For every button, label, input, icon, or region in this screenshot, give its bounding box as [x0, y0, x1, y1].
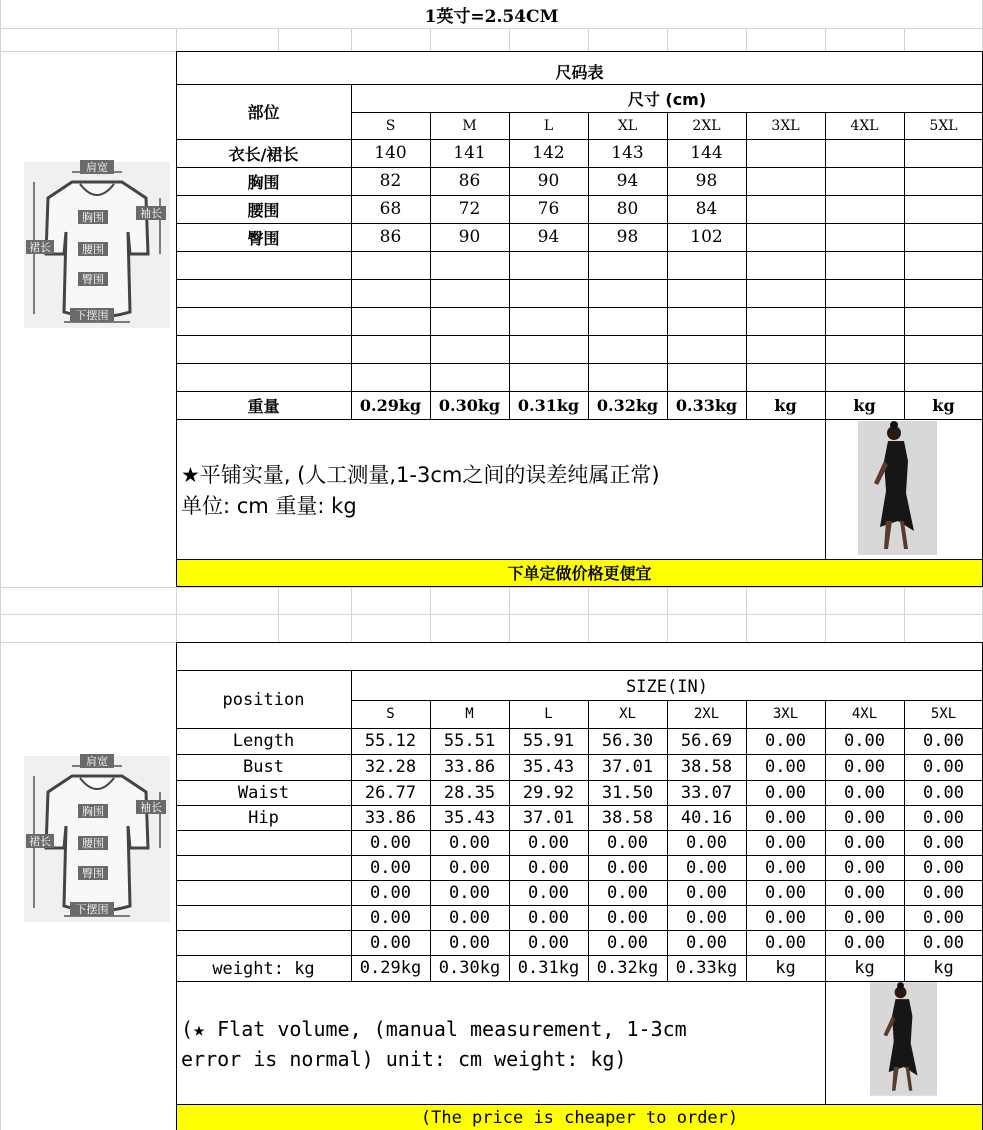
- table-in-cell: 55.91: [522, 731, 575, 751]
- table-in-cell: 0.00: [607, 932, 648, 953]
- table-in-cell: 33.86: [443, 757, 496, 777]
- size-in-header: SIZE(IN): [626, 676, 708, 697]
- weight-in-cell: 0.32kg: [596, 958, 659, 978]
- table-in-cell: 0.00: [370, 857, 411, 878]
- table-cell: 98: [616, 227, 639, 247]
- table-in-cell: 0.00: [844, 857, 885, 878]
- table-in-cell: 0.00: [844, 907, 885, 928]
- grid-line: [0, 587, 983, 588]
- table-cell: [904, 223, 983, 251]
- table-cell: 72: [458, 199, 481, 219]
- table-in-cell: 0.00: [765, 932, 806, 953]
- table-in-cell: 0.00: [528, 882, 569, 903]
- table-in-cell: 37.01: [601, 757, 654, 777]
- table-cell: 90: [458, 227, 481, 247]
- table-border: [176, 335, 983, 336]
- table-in-cell: 38.58: [680, 757, 733, 777]
- row-in-label: Bust: [243, 757, 284, 777]
- table-in-cell: 0.00: [923, 731, 964, 751]
- table-cell: 90: [537, 171, 560, 191]
- weight-cell: kg: [853, 395, 876, 415]
- table-in-cell: 0.00: [844, 882, 885, 903]
- weight-cell: kg: [774, 395, 797, 415]
- size-label-2xl: 2XL: [692, 117, 721, 134]
- table-in-cell: 0.00: [765, 832, 806, 853]
- table-in-cell: 0.00: [607, 882, 648, 903]
- diagram-label: 肩宽: [80, 754, 114, 768]
- table-in-cell: 0.00: [528, 932, 569, 953]
- part-header: 部位: [247, 103, 280, 122]
- table-in-cell: 0.00: [923, 857, 964, 878]
- table-border: [176, 51, 983, 52]
- diagram-label: 下摆围: [70, 308, 114, 322]
- table-in-cell: 0.00: [923, 757, 964, 777]
- table-in-cell: 37.01: [522, 807, 575, 828]
- table-cell: [825, 195, 904, 223]
- diagram-label: 胸围: [78, 804, 108, 818]
- diagram-label: 下摆围: [70, 902, 114, 916]
- table-in-cell: 0.00: [765, 731, 806, 751]
- row-in-label: [176, 930, 351, 955]
- model-photo-in: [870, 982, 937, 1096]
- table-in-cell: 0.00: [844, 807, 885, 828]
- table-border: [176, 670, 983, 671]
- table-in-cell: 26.77: [364, 782, 417, 803]
- diagram-label: 臀围: [78, 272, 108, 286]
- table-in-cell: 0.00: [607, 907, 648, 928]
- note-en-line-2: error is normal) unit: cm weight: kg): [181, 1047, 627, 1071]
- size-in-label-4xl: 4XL: [851, 706, 878, 722]
- table-in-cell: 0.00: [844, 832, 885, 853]
- weight-in-cell: kg: [854, 958, 875, 978]
- table-in-cell: 0.00: [449, 882, 490, 903]
- row-in-label: [176, 905, 351, 930]
- table-in-cell: 33.86: [364, 807, 417, 828]
- table-in-cell: 56.30: [601, 731, 654, 751]
- table-in-cell: 28.35: [443, 782, 496, 803]
- weight-label: 重量: [247, 396, 280, 416]
- table-cell: [825, 167, 904, 195]
- table-in-cell: 0.00: [765, 757, 806, 777]
- table-cell: [904, 195, 983, 223]
- grid-line: [509, 28, 510, 51]
- weight-in-cell: kg: [933, 958, 954, 978]
- grid-line: [0, 28, 983, 29]
- table-in-cell: 0.00: [607, 832, 648, 853]
- size-in-label-xl: XL: [619, 706, 636, 722]
- grid-line: [351, 587, 352, 642]
- table-in-cell: 35.43: [522, 757, 575, 777]
- grid-line: [746, 587, 747, 642]
- table-in-cell: 0.00: [765, 907, 806, 928]
- weight-cell: 0.32kg: [596, 395, 659, 415]
- weight-in-cell: kg: [775, 958, 796, 978]
- unit-conversion-title: 1英寸=2.54CM: [424, 6, 559, 27]
- table-in-cell: 0.00: [686, 907, 727, 928]
- table-cell: [825, 139, 904, 167]
- size-label-s: S: [385, 117, 396, 134]
- weight-cell: kg: [932, 395, 955, 415]
- grid-line: [278, 587, 279, 642]
- grid-line: [351, 28, 352, 51]
- measurement-note-en: [181, 1014, 687, 1074]
- size-in-label-2xl: 2XL: [693, 706, 720, 722]
- diagram-label: 臀围: [78, 866, 108, 880]
- table-in-cell: 29.92: [522, 782, 575, 803]
- position-header: position: [222, 689, 305, 710]
- grid-line: [667, 28, 668, 51]
- table-cell: 141: [453, 143, 486, 163]
- table-border: [825, 981, 826, 1104]
- grid-line: [509, 587, 510, 642]
- row-label: 腰围: [247, 200, 280, 220]
- table-border: [176, 307, 983, 308]
- diagram-label: 裙长: [26, 834, 54, 848]
- note-line-1: ★平铺实量, (人工测量,1-3cm之间的误差纯属正常): [181, 463, 660, 487]
- table-cell: 94: [616, 171, 639, 191]
- row-in-label: [176, 830, 351, 855]
- diagram-label: 肩宽: [80, 160, 114, 174]
- table-in-cell: 33.07: [680, 782, 733, 803]
- size-label-xl: XL: [617, 117, 638, 134]
- table-in-cell: 0.00: [765, 857, 806, 878]
- weight-cell: 0.31kg: [517, 395, 580, 415]
- table-in-cell: 0.00: [686, 882, 727, 903]
- table-border: [176, 586, 983, 587]
- grid-line: [746, 28, 747, 51]
- table-cell: 142: [532, 143, 565, 163]
- measurement-note: [181, 460, 660, 522]
- weight-cell: 0.30kg: [438, 395, 501, 415]
- table-in-cell: 0.00: [923, 832, 964, 853]
- table-cell: 68: [379, 199, 402, 219]
- weight-in-cell: 0.31kg: [517, 958, 580, 978]
- table-cell: 76: [537, 199, 560, 219]
- table-in-cell: 0.00: [765, 882, 806, 903]
- size-header: 尺寸 (cm): [627, 90, 707, 109]
- table-cell: 82: [379, 171, 402, 191]
- table-cell: 86: [458, 171, 481, 191]
- table-cell: 144: [690, 143, 723, 163]
- table-border: [176, 279, 983, 280]
- grid-line: [430, 28, 431, 51]
- table-in-cell: 55.12: [364, 731, 417, 751]
- table-border: [176, 1104, 983, 1105]
- table-cell: [746, 223, 825, 251]
- table-border: [176, 642, 983, 643]
- size-in-label-s: S: [386, 706, 395, 722]
- table-cell: 80: [616, 199, 639, 219]
- weight-in-cell: 0.30kg: [438, 958, 501, 978]
- table-in-cell: 40.16: [680, 807, 733, 828]
- diagram-label: 袖长: [136, 800, 166, 814]
- table-border: [351, 84, 352, 112]
- table-in-cell: 0.00: [923, 882, 964, 903]
- table-border: [176, 84, 983, 85]
- table-in-cell: 56.69: [680, 731, 733, 751]
- table-cell: 84: [695, 199, 718, 219]
- size-chart-title: 尺码表: [555, 62, 604, 82]
- table-cell: 143: [611, 143, 644, 163]
- note-en-line-1: (★ Flat volume, (manual measurement, 1-3cm: [181, 1017, 687, 1041]
- grid-line: [588, 587, 589, 642]
- row-label: 臀围: [247, 228, 280, 248]
- table-border: [176, 363, 983, 364]
- row-label: 衣长/裙长: [228, 144, 299, 164]
- grid-line: [667, 587, 668, 642]
- weight-in-cell: 0.33kg: [675, 958, 738, 978]
- table-in-cell: 0.00: [686, 932, 727, 953]
- table-border: [176, 559, 983, 560]
- table-border: [176, 251, 983, 252]
- dress-model-icon: [870, 982, 937, 1096]
- row-in-label: [176, 880, 351, 905]
- grid-line: [176, 587, 177, 642]
- size-in-label-l: L: [544, 706, 553, 722]
- table-cell: [746, 167, 825, 195]
- table-border: [176, 981, 983, 982]
- grid-line: [588, 28, 589, 51]
- grid-line: [825, 28, 826, 51]
- table-cell: [904, 139, 983, 167]
- table-in-cell: 0.00: [370, 832, 411, 853]
- row-in-label: Hip: [248, 807, 279, 828]
- table-in-cell: 0.00: [528, 857, 569, 878]
- grid-line: [825, 587, 826, 642]
- table-in-cell: 0.00: [844, 731, 885, 751]
- size-in-label-3xl: 3XL: [772, 706, 799, 722]
- table-in-cell: 0.00: [449, 932, 490, 953]
- size-label-3xl: 3XL: [771, 117, 800, 134]
- diagram-label: 腰围: [78, 836, 108, 850]
- table-cell: 98: [695, 171, 718, 191]
- size-label-4xl: 4XL: [850, 117, 879, 134]
- diagram-label: 裙长: [26, 240, 54, 254]
- diagram-label: 袖长: [136, 206, 166, 220]
- table-cell: 140: [374, 143, 407, 163]
- diagram-label: 腰围: [78, 242, 108, 256]
- table-cell: [746, 195, 825, 223]
- table-border: [176, 419, 983, 420]
- row-label: 胸围: [247, 172, 280, 192]
- table-in-cell: 0.00: [607, 857, 648, 878]
- table-border: [176, 51, 177, 587]
- size-label-m: M: [462, 117, 477, 134]
- table-in-cell: 0.00: [765, 782, 806, 803]
- table-in-cell: 32.28: [364, 757, 417, 777]
- table-cell: [825, 223, 904, 251]
- grid-line: [430, 587, 431, 642]
- weight-cell: 0.29kg: [359, 395, 422, 415]
- table-in-cell: 0.00: [370, 882, 411, 903]
- table-in-cell: 0.00: [844, 782, 885, 803]
- grid-line: [904, 28, 905, 51]
- table-in-cell: 0.00: [528, 832, 569, 853]
- size-label-l: L: [543, 117, 554, 134]
- grid-line: [0, 614, 983, 615]
- table-in-cell: 0.00: [449, 832, 490, 853]
- table-in-cell: 55.51: [443, 731, 496, 751]
- model-photo-cm: [858, 421, 937, 555]
- weight-cell: 0.33kg: [675, 395, 738, 415]
- table-in-cell: 0.00: [528, 907, 569, 928]
- table-in-cell: 31.50: [601, 782, 654, 803]
- weight-in-label: weight: kg: [212, 958, 315, 979]
- table-in-cell: 0.00: [449, 907, 490, 928]
- grid-line: [0, 0, 1, 1130]
- table-cell: 86: [379, 227, 402, 247]
- table-in-cell: 35.43: [443, 807, 496, 828]
- size-in-label-5xl: 5XL: [930, 706, 957, 722]
- table-border: [825, 419, 826, 559]
- grid-line: [904, 587, 905, 642]
- row-in-label: Waist: [237, 782, 290, 803]
- table-in-cell: 0.00: [923, 907, 964, 928]
- grid-line: [176, 28, 177, 51]
- table-cell: [746, 139, 825, 167]
- table-in-cell: 0.00: [923, 782, 964, 803]
- table-in-cell: 0.00: [370, 907, 411, 928]
- table-cell: 94: [537, 227, 560, 247]
- table-in-cell: 0.00: [765, 807, 806, 828]
- size-label-5xl: 5XL: [929, 117, 958, 134]
- table-in-cell: 0.00: [370, 932, 411, 953]
- table-in-cell: 0.00: [686, 832, 727, 853]
- order-banner-en-text: (The price is cheaper to order): [420, 1107, 739, 1128]
- table-in-cell: 38.58: [601, 807, 654, 828]
- row-in-label: [176, 855, 351, 880]
- grid-line: [278, 28, 279, 51]
- table-in-cell: 0.00: [923, 807, 964, 828]
- table-in-cell: 0.00: [844, 757, 885, 777]
- order-banner-text: 下单定做价格更便宜: [507, 564, 652, 583]
- table-cell: [904, 167, 983, 195]
- dress-model-icon: [858, 421, 937, 555]
- table-in-cell: 0.00: [844, 932, 885, 953]
- diagram-label: 胸围: [78, 210, 108, 224]
- row-in-label: Length: [232, 731, 295, 751]
- note-line-2: 单位: cm 重量: kg: [181, 494, 357, 518]
- table-in-cell: 0.00: [449, 857, 490, 878]
- table-cell: 102: [690, 227, 723, 247]
- weight-in-cell: 0.29kg: [359, 958, 422, 978]
- table-in-cell: 0.00: [686, 857, 727, 878]
- table-in-cell: 0.00: [923, 932, 964, 953]
- size-in-label-m: M: [465, 706, 474, 722]
